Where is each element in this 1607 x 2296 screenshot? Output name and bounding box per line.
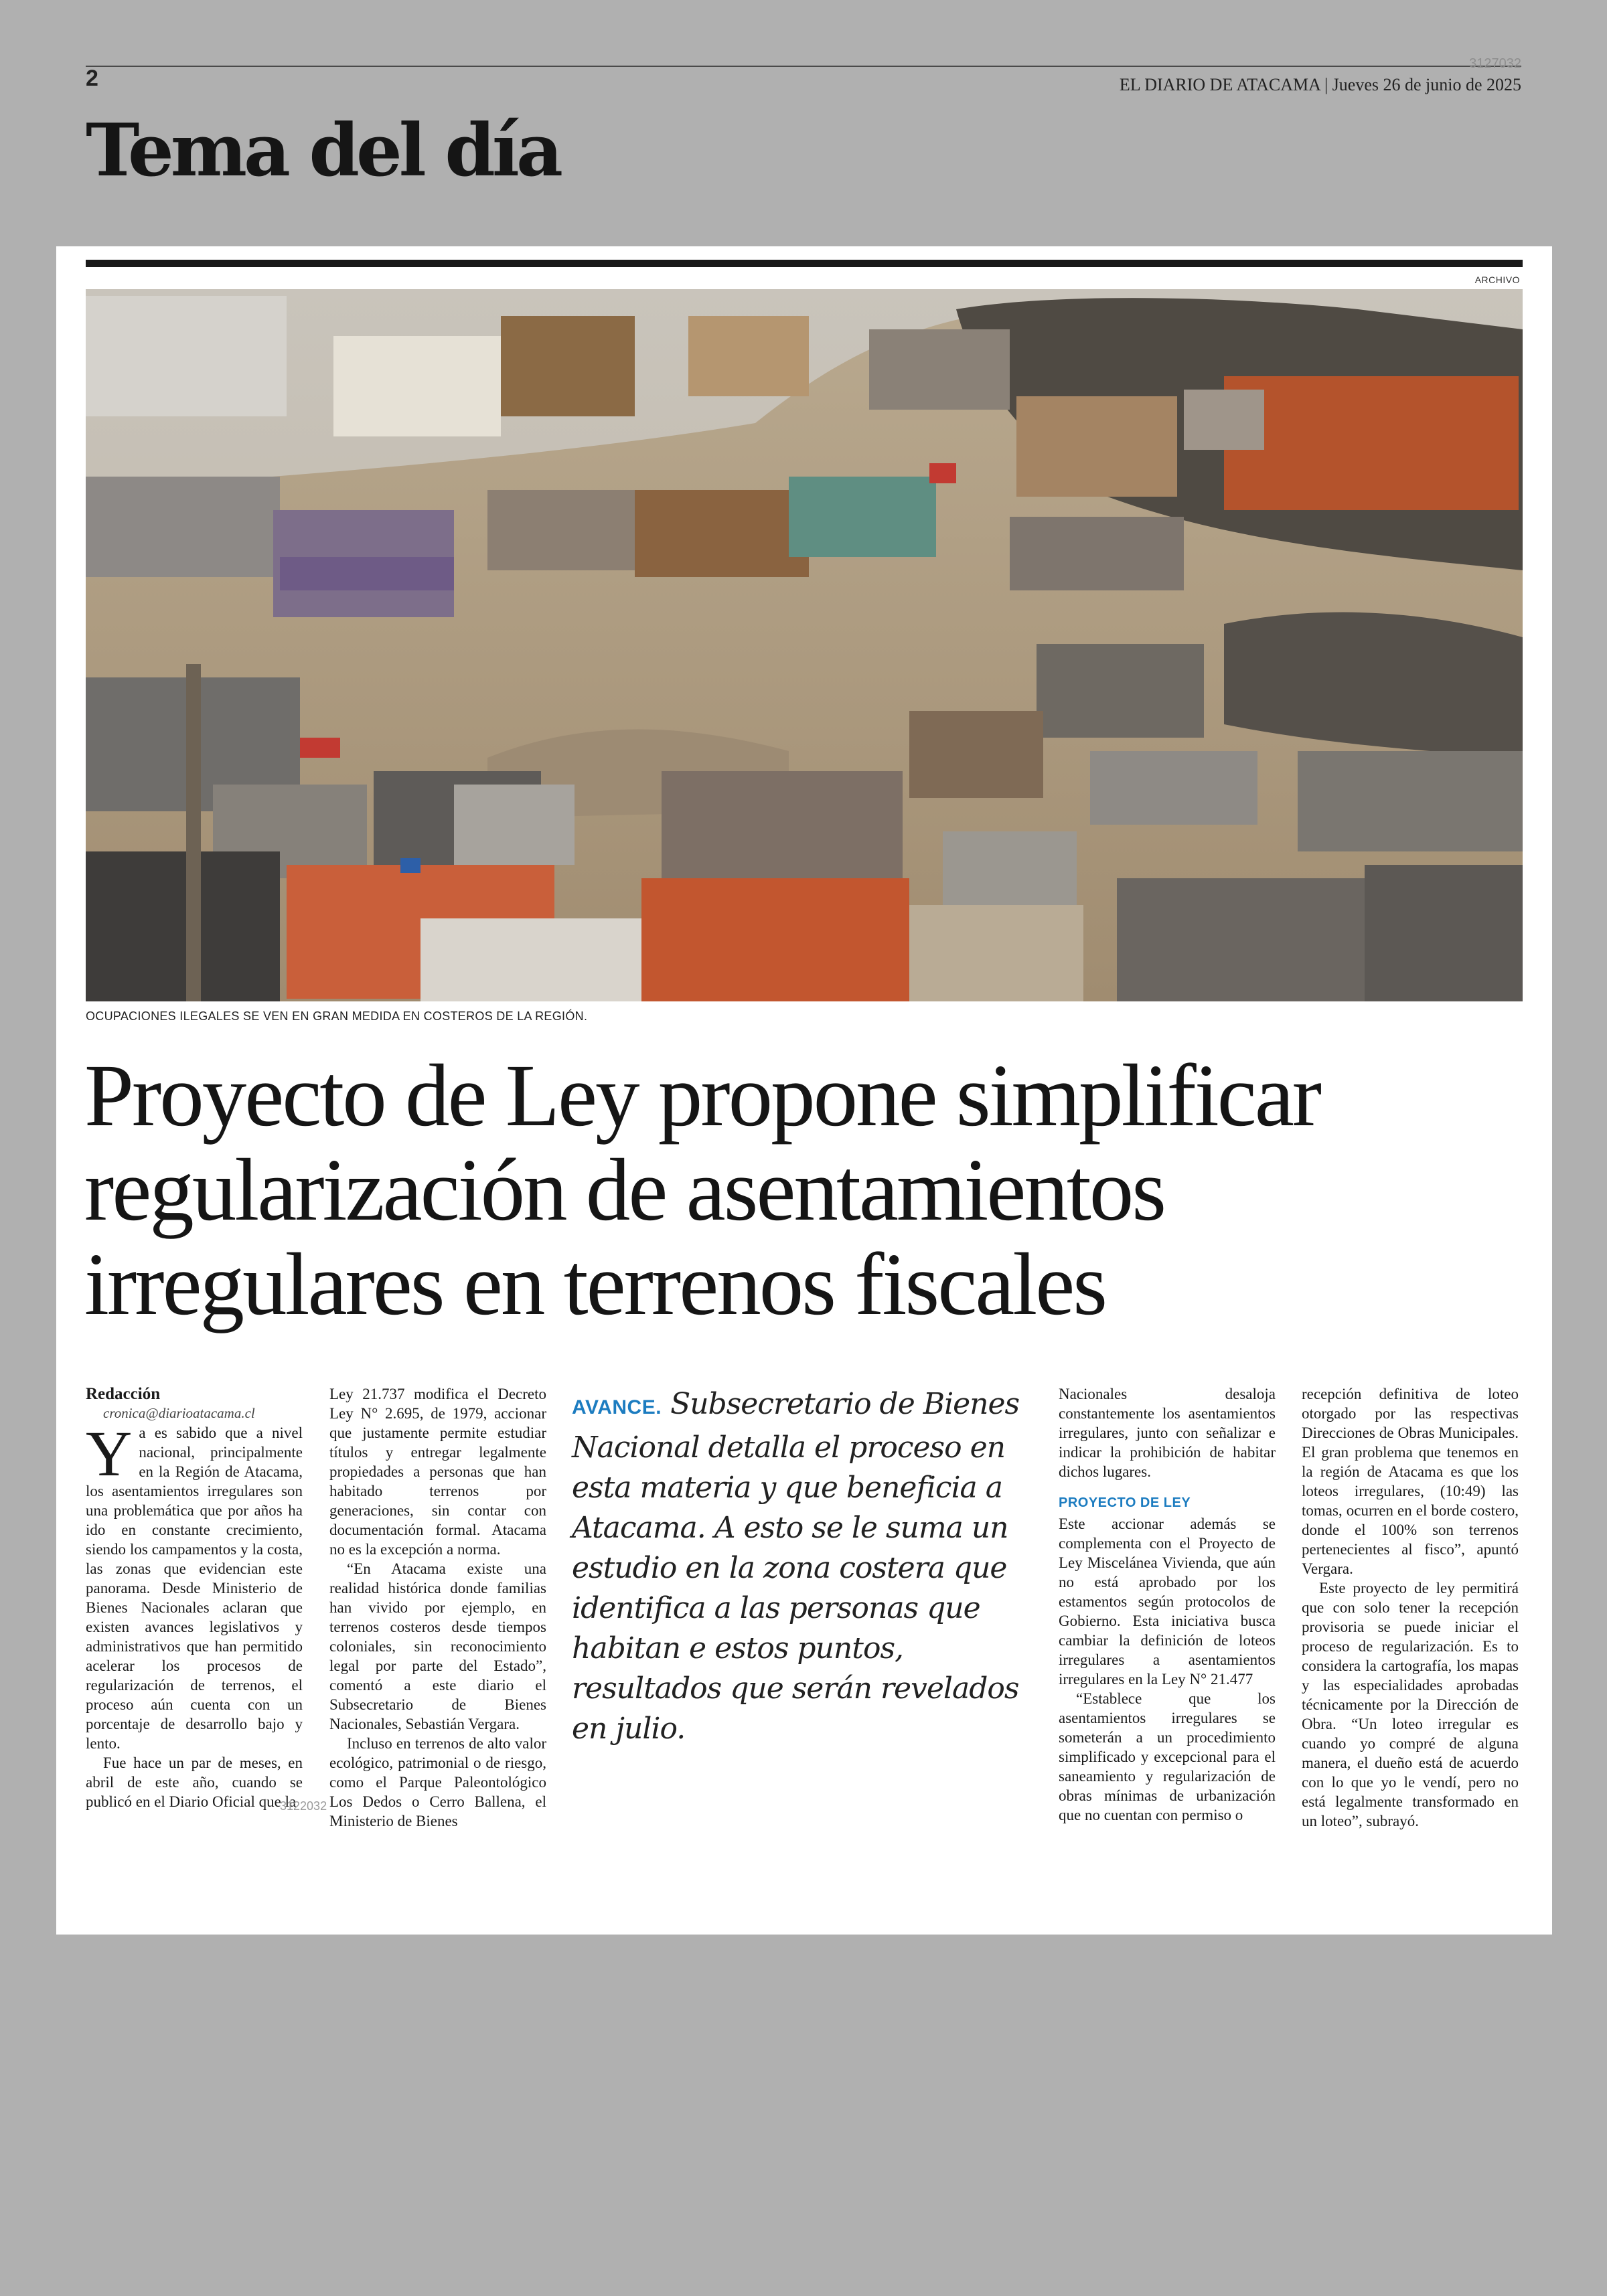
drop-cap: Y (86, 1418, 133, 1489)
header-rule (86, 66, 1521, 67)
column-2 (329, 1384, 546, 1831)
paragraph: Este accionar además se complementa con el Proyecto de Ley Miscelánea Vivienda, que aún no está aprobado por los estamentos según protocolos de Gobierno. Esta iniciativa busca cambiar la definición de loteos irregulares a asentamientos irregulares en la Ley N° 21.477 (1059, 1515, 1276, 1688)
paragraph: “En Atacama existe una realidad histórica donde familias han vivido por ejemplo, en terrenos costeros desde tiempos coloniales, sin reconocimiento legal por parte del Estado”, comentó a este diario el Subsecretario de Bienes Nacionales, Sebastián Vergara. (329, 1560, 546, 1732)
column-4 (1059, 1384, 1276, 1825)
paragraph: Este proyecto de ley permitirá que con solo tener la recepción provisoria se puede iniciar el proceso de regularización. Es to considera la cartografía, los mapas y las especialidades aprobadas técnicamente por la Dirección de Obra. “Un loteo irregular es cuando yo compré de alguna manera, el dueño está de acuerdo con lo que yo le vendí, pero no está legalmente transformado en un loteo”, subrayó. (1302, 1580, 1519, 1829)
section-title: Tema del día (86, 108, 560, 193)
top-stamp: 3127032 (1469, 56, 1521, 71)
lead-paragraph (86, 1418, 303, 1753)
paragraph: Fue hace un par de meses, en abril de este año, cuando se publicó en el Diario Oficial que la (86, 1754, 303, 1810)
lead-text: a es sabido que a nivel nacional, principalmente en la Región de Atacama, los asentamientos irregulares son una problemática que por años ha ido en constante crecimiento, siendo los campamentos y la costa, las zonas que evidencian este panorama. Desde Ministerio de Bienes Nacionales aclaran que existen avances legislativos y administrativos que han permitido acelerar los procesos de regularización de terrenos, el proceso aún cuenta con un porcentaje de desarrollo bajo y lento. (86, 1424, 303, 1752)
author-email: cronica@diarioatacama.cl (103, 1405, 255, 1421)
paragraph: recepción definitiva de loteo otorgado por las respectivas Direcciones de Obras Municipales. El gran problema que tenemos en la región de Atacama es que los loteos irregulares, (10:49) las tomas, ocurren en el borde costero, donde el 100% son terrenos pertenecientes al fisco”, apuntó Vergara. (1302, 1386, 1519, 1577)
paragraph: Incluso en terrenos de alto valor ecológico, patrimonial o de riesgo, como el Parque Paleontológico Los Dedos o Cerro Ballena, el Ministerio de Bienes (329, 1735, 546, 1829)
paragraph: Nacionales desaloja constantemente los asentamientos irregulares, junto con señalizar e indicar la prohibición de habitar dichos lugares. (1059, 1386, 1276, 1480)
article-top-rule (86, 260, 1523, 267)
column-5 (1302, 1384, 1519, 1831)
paragraph: Ley 21.737 modifica el Decreto Ley N° 2.695, de 1979, accionar que justamente permite estudiar títulos y entregar legalmente propiedades a personas que han habitado terrenos por generaciones, sin contar con documentación formal. Atacama no es la excepción a norma. (329, 1386, 546, 1558)
paragraph: “Establece que los asentamientos irregulares se someterán a un procedimiento simplificado y excepcional para el saneamiento y regularización de obras mínimas de urbanización que no cuentan con permiso o (1059, 1690, 1276, 1823)
pull-quote-text: Subsecretario de Bienes Nacional detalla el proceso en esta materia y que beneficia a Atacama. A esto se le suma un estudio en la zona costera que identifica a las personas que habitan e estos puntos, resultados que serán revelados en julio. (572, 1387, 1020, 1746)
page-number: 2 (86, 66, 98, 91)
column-1 (86, 1384, 303, 1811)
pull-quote-tag: AVANCE. (572, 1396, 662, 1418)
masthead: EL DIARIO DE ATACAMA | Jueves 26 de junio de 2025 (1119, 75, 1521, 94)
photo-caption: OCUPACIONES ILEGALES SE VEN EN GRAN MEDIDA EN COSTEROS DE LA REGIÓN. (86, 1009, 588, 1023)
byline: Redacción (86, 1385, 161, 1403)
photo-credit: ARCHIVO (1474, 274, 1520, 285)
article-panel (56, 246, 1552, 1935)
subheading: PROYECTO DE LEY (1059, 1495, 1191, 1510)
headline: Proyecto de Ley propone simplificar regularización de asentamientos irregulares en terrenos fiscales (84, 1046, 1320, 1333)
body-stamp: 3122032 (280, 1799, 327, 1813)
article-photo (86, 289, 1523, 1001)
pull-quote (572, 1384, 1034, 1749)
